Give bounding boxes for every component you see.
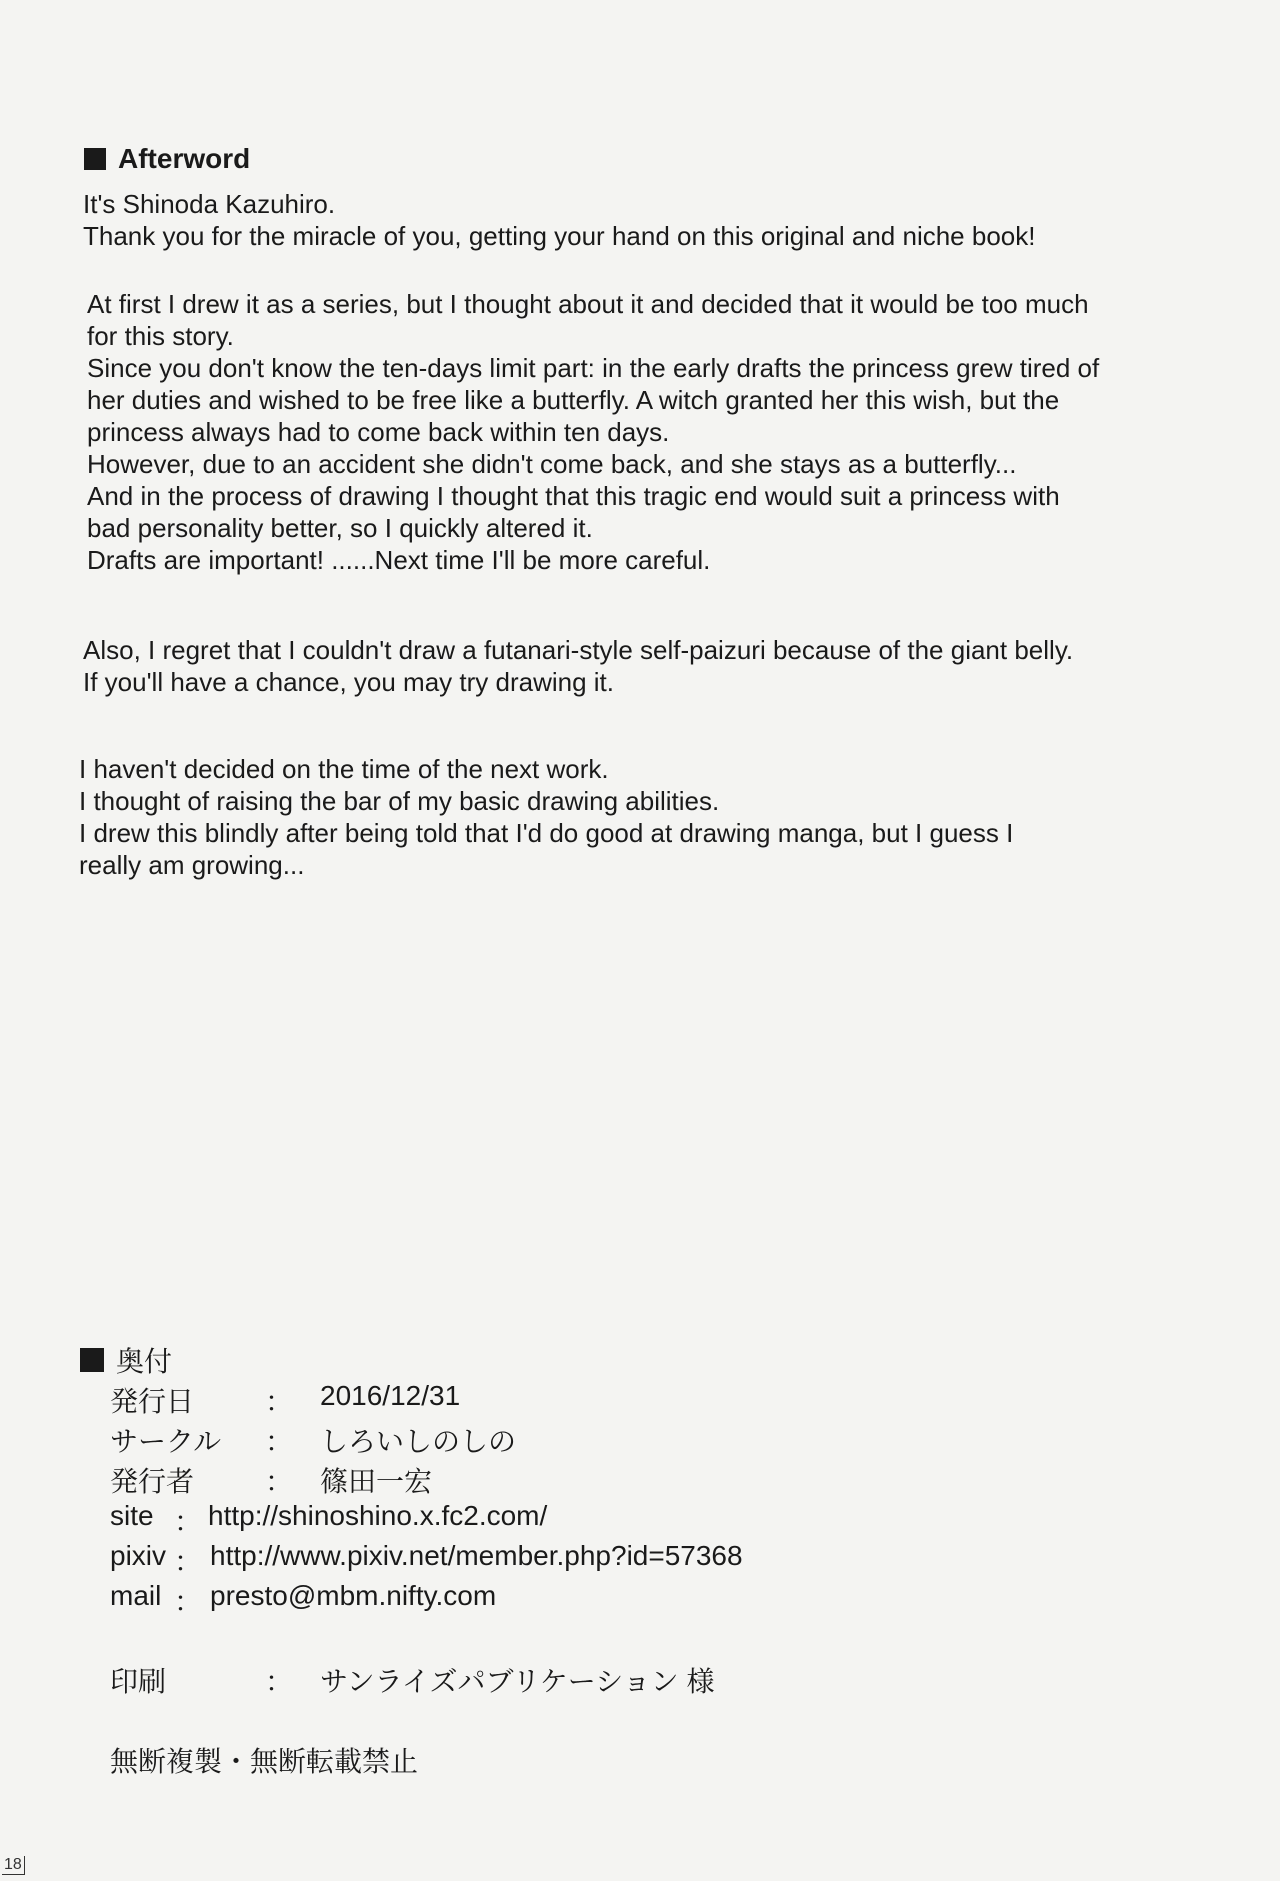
- text-line: Also, I regret that I couldn't draw a futanari-style self-paizuri because of the giant belly.: [83, 635, 1074, 665]
- circle-value: しろいしのしの: [320, 1426, 517, 1457]
- pixiv-link: http://www.pixiv.net/member.php?id=57368: [210, 1540, 743, 1571]
- printer-value: サンライズパブリケーション 様: [320, 1666, 715, 1697]
- text-line: I drew this blindly after being told that I'd do good at drawing manga, but I guess I: [79, 818, 1014, 848]
- square-bullet-icon: [84, 148, 106, 170]
- page-number: 18: [2, 1856, 25, 1875]
- site-link: http://shinoshino.x.fc2.com/: [208, 1500, 548, 1531]
- text-line: for this story.: [87, 321, 234, 351]
- colon: ：: [265, 1666, 294, 1697]
- mail-address: presto@mbm.nifty.com: [210, 1580, 497, 1611]
- afterword-future: [79, 753, 1013, 881]
- colon: ：: [174, 1586, 203, 1617]
- text-line: Thank you for the miracle of you, getting your hand on this original and niche book!: [83, 221, 1036, 251]
- mail-label: mail: [110, 1580, 162, 1611]
- text-line: If you'll have a chance, you may try drawing it.: [83, 667, 614, 697]
- text-line: And in the process of drawing I thought that this tragic end would suit a princess with: [87, 481, 1060, 511]
- colon: ：: [174, 1546, 203, 1577]
- afterword-heading: [84, 143, 250, 175]
- publish-date-value: 2016/12/31: [320, 1380, 461, 1411]
- notice-text: 無断複製・無断転載禁止: [110, 1746, 419, 1777]
- afterword-intro: [83, 188, 1035, 252]
- text-line: princess always had to come back within ten days.: [87, 417, 670, 447]
- text-line: her duties and wished to be free like a butterfly. A witch granted her this wish, but the: [87, 385, 1060, 415]
- circle-label: サークル: [110, 1426, 222, 1457]
- afterword-title: Afterword: [118, 143, 251, 174]
- text-line: I haven't decided on the time of the next work.: [79, 754, 609, 784]
- printer-label: 印刷: [110, 1666, 167, 1697]
- text-line: At first I drew it as a series, but I thought about it and decided that it would be too much: [87, 289, 1089, 319]
- text-line: bad personality better, so I quickly altered it.: [87, 513, 593, 543]
- square-bullet-icon: [80, 1348, 104, 1372]
- colophon-title: 奥付: [116, 1346, 173, 1377]
- text-line: Drafts are important! ......Next time I'll be more careful.: [87, 545, 711, 575]
- pixiv-label: pixiv: [110, 1540, 167, 1571]
- colophon-heading: [80, 1340, 172, 1380]
- text-line: Since you don't know the ten-days limit part: in the early drafts the princess grew tired of: [87, 353, 1100, 383]
- text-line: However, due to an accident she didn't come back, and she stays as a butterfly...: [87, 449, 1017, 479]
- site-label: site: [110, 1500, 154, 1531]
- text-line: really am growing...: [79, 850, 305, 880]
- afterword-regret: [83, 634, 1073, 698]
- publisher-value: 篠田一宏: [320, 1466, 433, 1497]
- text-line: It's Shinoda Kazuhiro.: [83, 189, 336, 219]
- publish-date-label: 発行日: [110, 1386, 195, 1417]
- colon: ：: [174, 1506, 203, 1537]
- colon: ：: [265, 1466, 294, 1497]
- colon: ：: [265, 1426, 294, 1457]
- afterword-story: [87, 288, 1099, 576]
- text-line: I thought of raising the bar of my basic drawing abilities.: [79, 786, 720, 816]
- publisher-label: 発行者: [110, 1466, 195, 1497]
- colon: ：: [265, 1386, 294, 1417]
